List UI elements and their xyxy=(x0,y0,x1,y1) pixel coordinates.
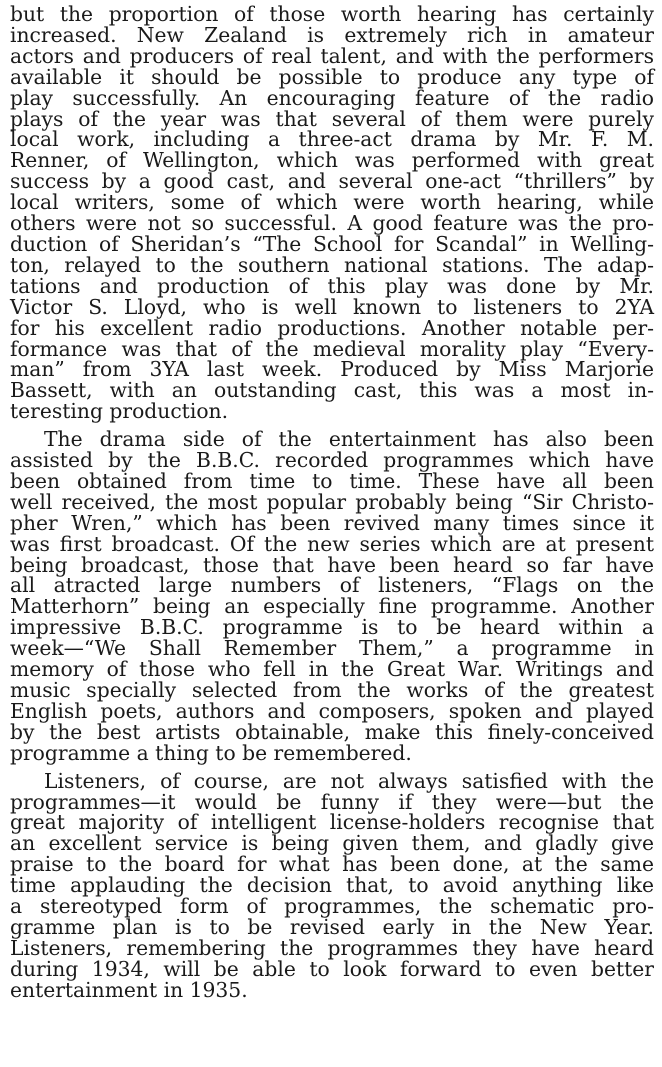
text-line: by the best artists obtainable, make this finely-conceived xyxy=(10,719,654,744)
text-line: Bassett, with an outstanding cast, this was a most in- xyxy=(10,378,654,403)
text-line: others were not so successful. A good feature was the pro- xyxy=(10,211,654,236)
text-line: ton, relayed to the southern national stations. The adap- xyxy=(10,252,654,277)
text-line: local work, including a three-act drama by Mr. F. M. xyxy=(10,127,654,152)
text-line: all atracted large numbers of listeners, “Flags on the xyxy=(10,573,654,598)
text-line: entertainment in 1935. xyxy=(10,977,248,1002)
article-body xyxy=(10,4,654,1001)
text-line: impressive B.B.C. programme is to be heard within a xyxy=(10,615,654,640)
text-line: memory of those who fell in the Great War. Writings and xyxy=(10,657,654,682)
text-line: English poets, authors and composers, spoken and played xyxy=(10,698,654,723)
text-line: week—“We Shall Remember Them,” a programme in xyxy=(10,636,654,661)
text-line: been obtained from time to time. These have all been xyxy=(10,468,654,493)
text-line: Matterhorn” being an especially fine programme. Another xyxy=(10,594,654,619)
text-line: assisted by the B.B.C. recorded programmes which have xyxy=(10,448,654,473)
text-line: during 1934, will be able to look forward to even better xyxy=(10,956,654,981)
text-line: duction of Sheridan’s “The School for Scandal” in Welling- xyxy=(10,231,654,256)
text-line: teresting production. xyxy=(10,399,229,424)
text-line: time applauding the decision that, to avoid anything like xyxy=(10,873,654,898)
article-paragraph-1 xyxy=(10,4,654,422)
text-line: increased. New Zealand is extremely rich in amateur xyxy=(10,22,654,47)
text-line: Victor S. Lloyd, who is well known to listeners to 2YA xyxy=(10,294,654,319)
text-line: available it should be possible to produce any type of xyxy=(10,64,654,89)
text-line: an excellent service is being given them, and gladly give xyxy=(10,831,654,856)
text-line: great majority of intelligent license-holders recognise that xyxy=(10,810,654,835)
text-line: The drama side of the entertainment has also been xyxy=(44,427,654,452)
text-line: praise to the board for what has been done, at the same xyxy=(10,852,654,877)
text-line: plays of the year was that several of them were purely xyxy=(10,106,654,131)
text-line: being broadcast, those that have been heard so far have xyxy=(10,552,654,577)
text-line: man” from 3YA last week. Produced by Miss Marjorie xyxy=(10,357,654,382)
text-line: well received, the most popular probably being “Sir Christo- xyxy=(10,489,654,514)
text-line: Renner, of Wellington, which was performed with great xyxy=(10,148,654,173)
text-line: pher Wren,” which has been revived many times since it xyxy=(10,510,654,535)
text-line: was first broadcast. Of the new series which are at present xyxy=(10,531,654,556)
text-line: formance was that of the medieval morality play “Every- xyxy=(10,336,654,361)
text-line: a stereotyped form of programmes, the schematic pro- xyxy=(10,894,654,919)
text-line: play successfully. An encouraging feature of the radio xyxy=(10,85,654,110)
text-line: music specially selected from the works of the greatest xyxy=(10,678,654,702)
text-line: tations and production of this play was done by Mr. xyxy=(10,273,654,298)
text-line: Listeners, remembering the programmes they have heard xyxy=(10,935,654,960)
text-line: Listeners, of course, are not always satisfied with the xyxy=(44,768,654,793)
text-line: gramme plan is to be revised early in the New Year. xyxy=(10,914,654,939)
text-line: but the proportion of those worth hearing has certainly xyxy=(10,2,654,26)
text-line: success by a good cast, and several one-act “thrillers” by xyxy=(10,169,654,194)
text-line: local writers, some of which were worth hearing, while xyxy=(10,190,654,215)
article-paragraph-3 xyxy=(10,768,654,1002)
text-line: programme a thing to be remembered. xyxy=(10,740,412,765)
text-line: actors and producers of real talent, and with the performers xyxy=(10,43,654,68)
article-paragraph-2 xyxy=(10,429,654,764)
text-line: programmes—it would be funny if they were—but the xyxy=(10,789,654,814)
text-line: for his excellent radio productions. Another notable per- xyxy=(10,315,654,340)
